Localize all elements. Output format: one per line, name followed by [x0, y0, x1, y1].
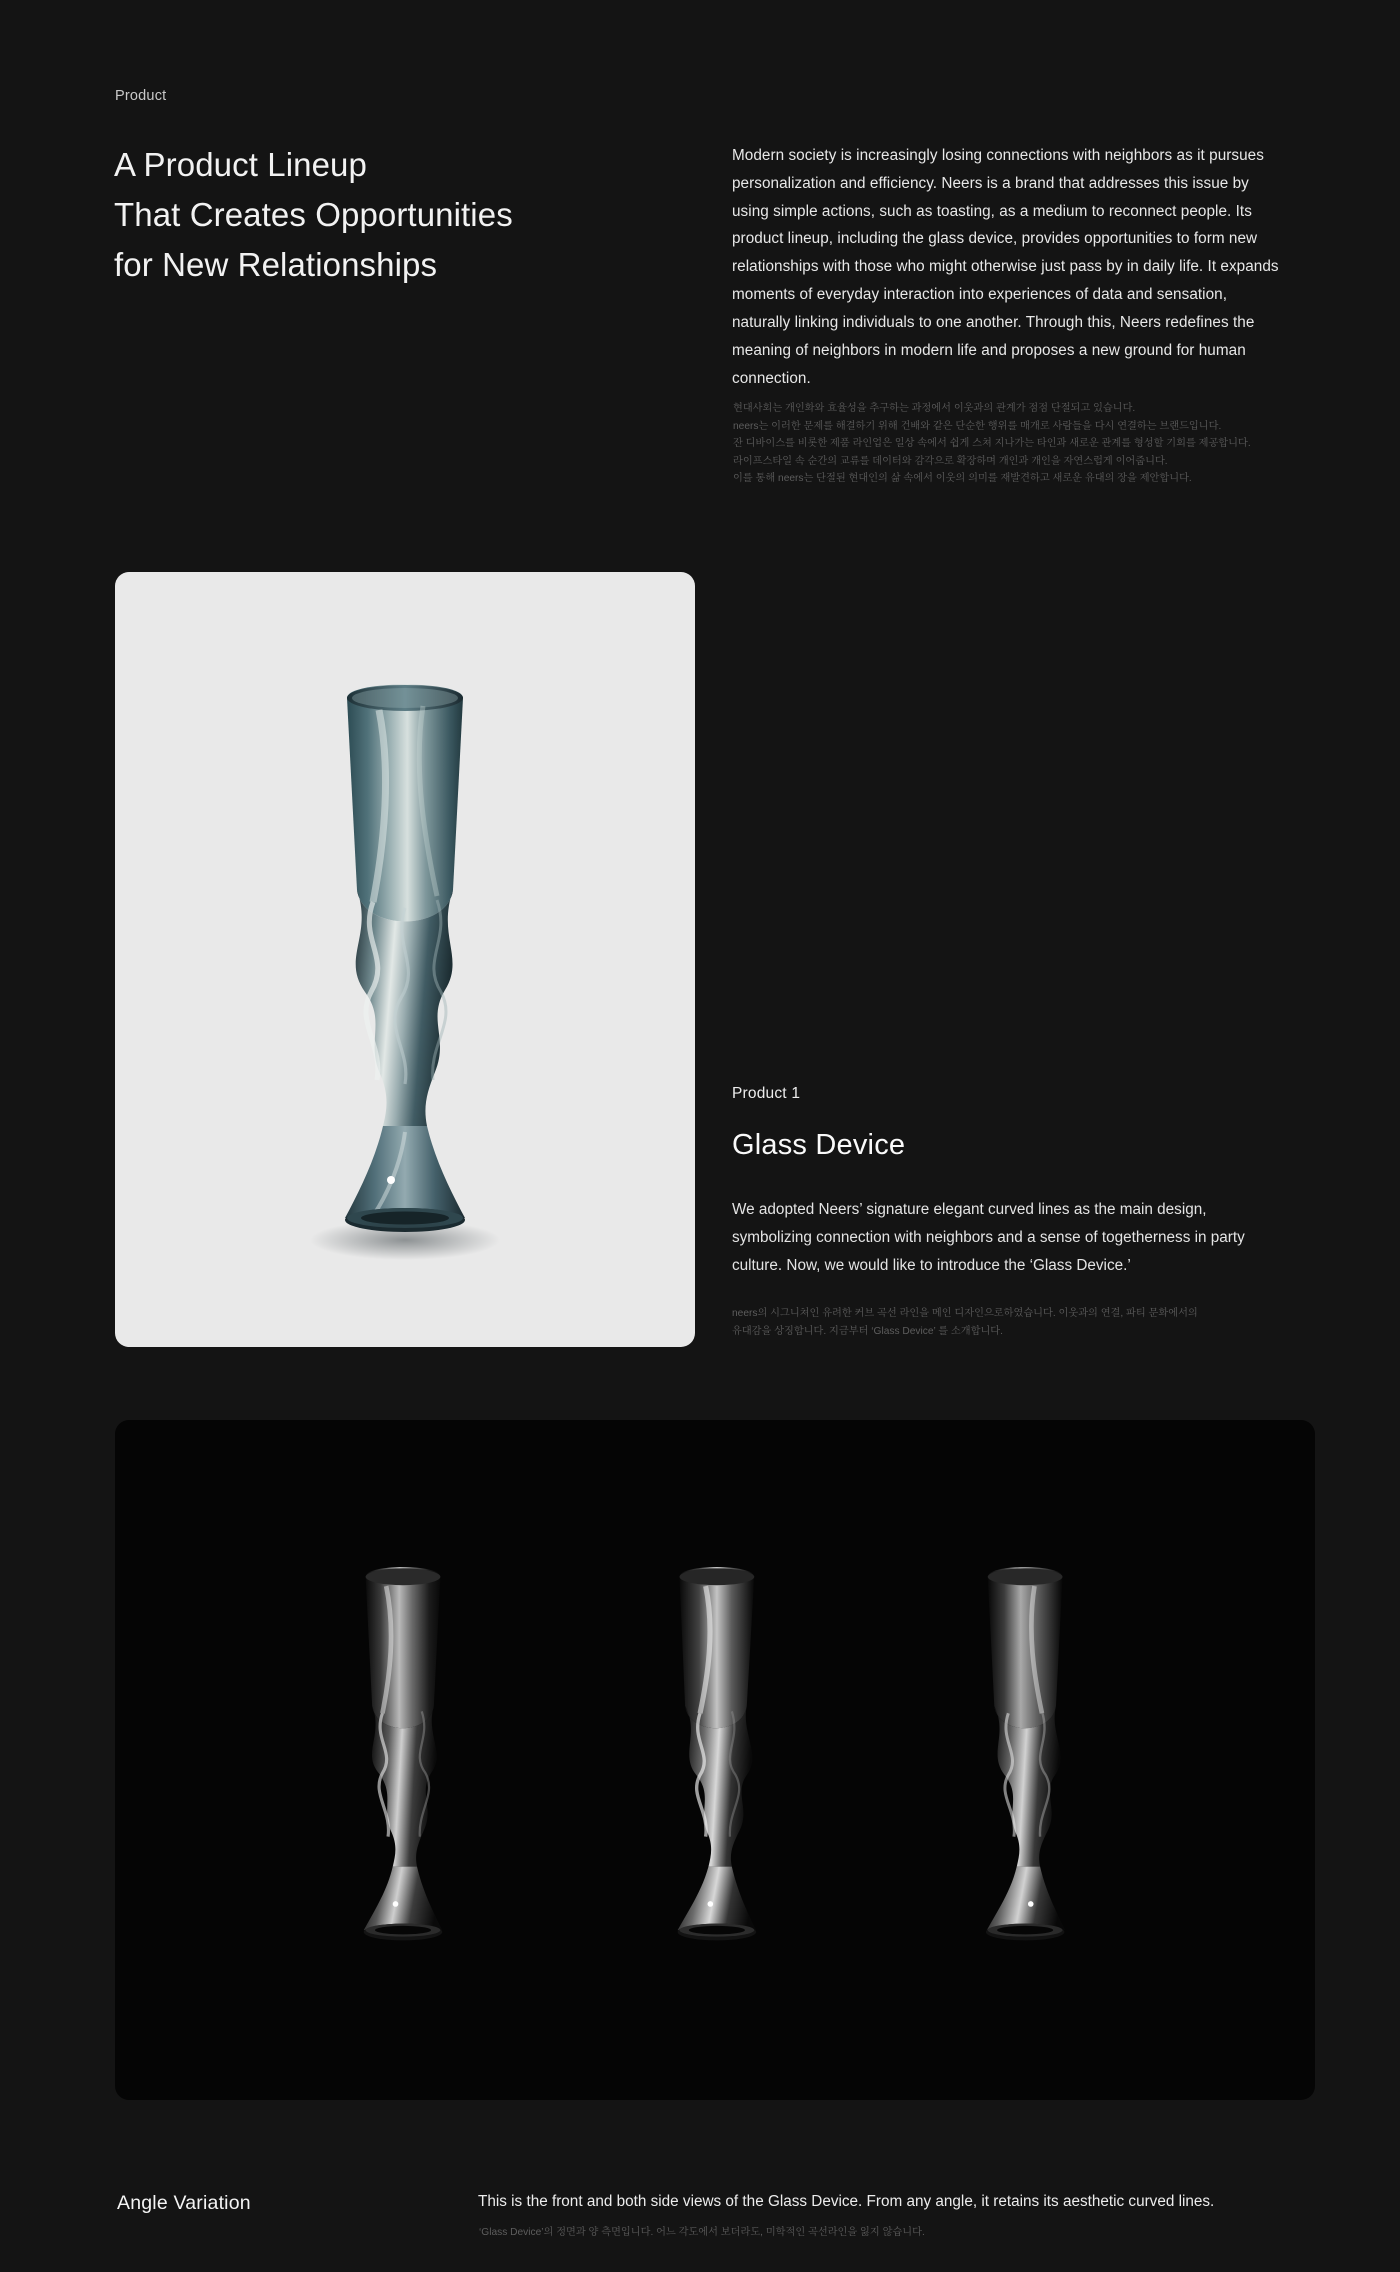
intro-korean-line-1: 현대사회는 개인화와 효율성을 추구하는 과정에서 이웃과의 관계가 점점 단절되고 있습니다. [733, 403, 1136, 414]
headline-line-2: That Creates Opportunities [114, 196, 513, 234]
product-info-block [732, 1085, 1262, 1341]
product-korean-line-2: 유대감을 상징합니다. 지금부터 ‘Glass Device’ 를 소개합니다. [732, 1326, 1003, 1338]
glass-device-right-side-view [932, 1545, 1122, 1975]
angle-variation-description-korean: ‘Glass Device’의 정면과 양 측면입니다. 어느 각도에서 보더라도, 미학적인 곡선라인을 잃지 않습니다. [479, 2227, 925, 2238]
angle-variation-row [115, 1545, 1315, 1975]
section-label: Product [115, 88, 167, 104]
glass-device-left-side-view [620, 1545, 810, 1975]
angle-variation-label: Angle Variation [117, 2192, 251, 2214]
angle-variation-description-english: This is the front and both side views of the Glass Device. From any angle, it retains its aesthetic curved lines. [478, 2193, 1215, 2210]
product-hero-card [115, 572, 695, 1347]
angle-variation-stage [115, 1420, 1315, 2100]
product-description-korean [732, 1305, 1202, 1340]
product-title: Glass Device [732, 1129, 906, 1161]
intro-paragraph-english: Modern society is increasingly losing connections with neighbors as it pursues personalization and efficiency. Neers is a brand that addresses this issue by using simple actions, such as toasting, as a medium to reconnect people. Its product lineup, including the glass device, provides opportunities to form new relationships with those who might otherwise just pass by in daily life. It expands moments of everyday interaction into experiences of data and sensation, naturally linking individuals to one another. Through this, Neers redefines the meaning of neighbors in modern life and proposes a new ground for human connection. [732, 147, 1279, 387]
intro-korean-line-3: 잔 디바이스를 비롯한 제품 라인업은 일상 속에서 쉽게 스쳐 지나가는 타인과 새로운 관계를 형성할 기회를 제공합니다. [733, 438, 1251, 450]
glass-device-hero-image [255, 640, 555, 1280]
page-title [114, 140, 513, 290]
intro-korean-line-5: 이를 통해 neers는 단절된 현대인의 삶 속에서 이웃의 의미를 재발견하고 새로운 유대의 장을 제안합니다. [733, 473, 1192, 485]
glass-device-front-view [308, 1545, 498, 1975]
product-description-english: We adopted Neers’ signature elegant curved lines as the main design, symbolizing connection with neighbors and a sense of togetherness in party culture. Now, we would like to introduce the ‘Glass Device.’ [732, 1201, 1245, 1274]
intro-korean-line-4: 라이프스타일 속 순간의 교류를 데이터와 감각으로 확장하며 개인과 개인을 자연스럽게 이어줍니다. [733, 455, 1168, 467]
intro-paragraph-korean [733, 400, 1273, 488]
product-korean-line-1: neers의 시그니쳐인 유려한 커브 곡선 라인을 메인 디자인으로하였습니다. 이웃과의 연결, 파티 문화에서의 [732, 1308, 1198, 1320]
intro-korean-line-2: neers는 이러한 문제를 해결하기 위해 건배와 같은 단순한 행위를 매개로 사람들을 다시 연결하는 브랜드입니다. [733, 420, 1222, 432]
product-index-label: Product 1 [732, 1085, 801, 1102]
headline-line-3: for New Relationships [114, 246, 438, 284]
headline-line-1: A Product Lineup [114, 146, 367, 183]
